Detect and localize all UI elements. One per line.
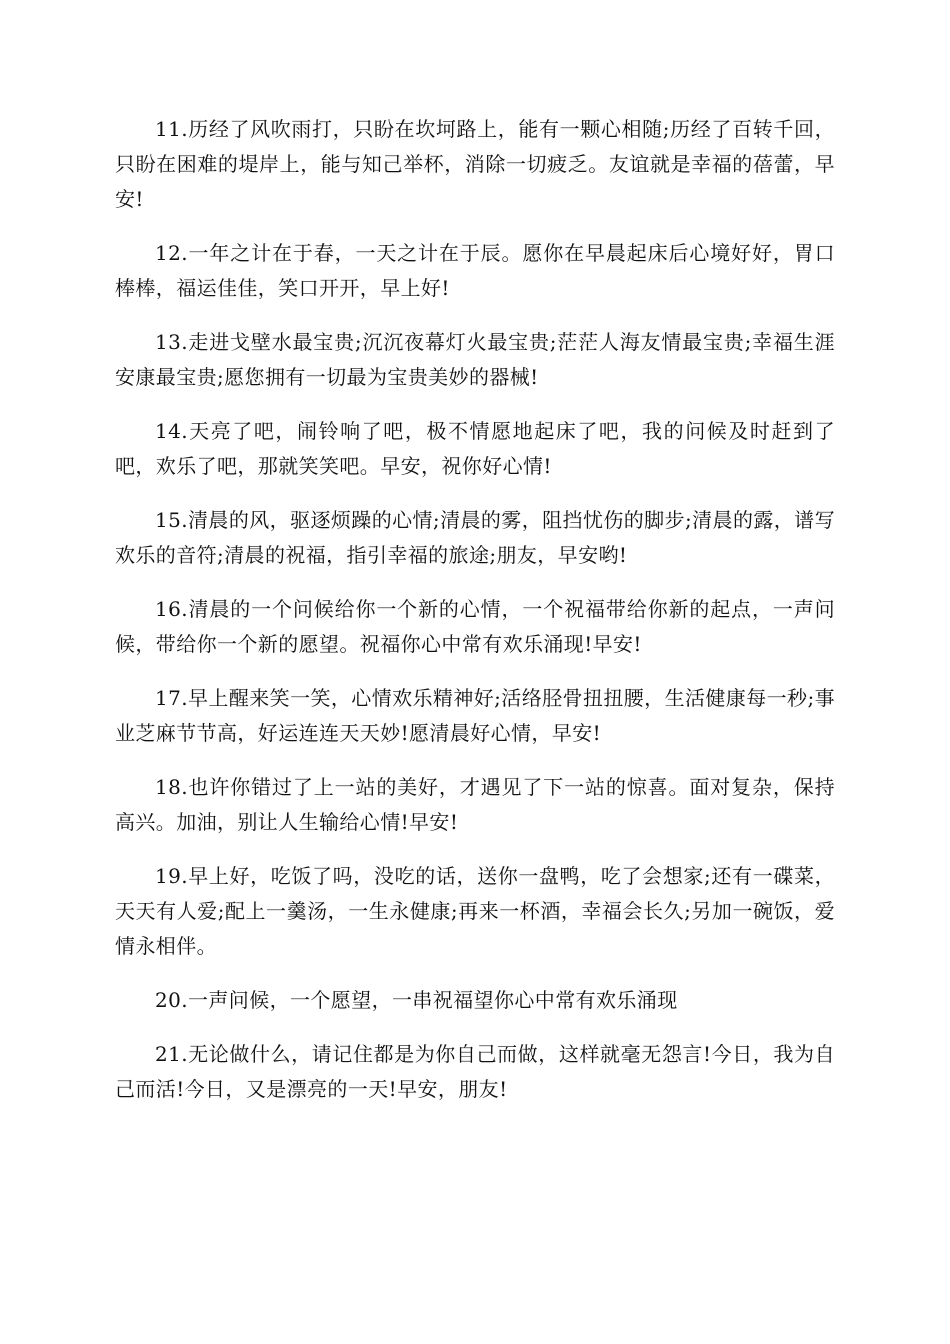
paragraph-14: 14.天亮了吧，闹铃响了吧，极不情愿地起床了吧，我的问候及时赶到了吧，欢乐了吧，那就笑笑吧。早安，祝你好心情! <box>115 419 835 478</box>
paragraph-18: 18.也许你错过了上一站的美好，才遇见了下一站的惊喜。面对复杂，保持高兴。加油，别让人生输给心情!早安! <box>115 775 835 834</box>
paragraph-11: 11.历经了风吹雨打，只盼在坎坷路上，能有一颗心相随;历经了百转千回，只盼在困难的堤岸上，能与知己举杯，消除一切疲乏。友谊就是幸福的蓓蕾，早安! <box>115 117 835 211</box>
document-page <box>115 112 835 1126</box>
paragraph-13: 13.走进戈壁水最宝贵;沉沉夜幕灯火最宝贵;茫茫人海友情最宝贵;幸福生涯安康最宝贵;愿您拥有一切最为宝贵美妙的器械! <box>115 330 835 389</box>
paragraph-12: 12.一年之计在于春，一天之计在于辰。愿你在早晨起床后心境好好，胃口棒棒，福运佳佳，笑口开开，早上好! <box>115 241 835 300</box>
paragraph-21: 21.无论做什么，请记住都是为你自己而做，这样就毫无怨言!今日，我为自己而活!今日，又是漂亮的一天!早安，朋友! <box>115 1042 835 1101</box>
paragraph-20: 20.一声问候，一个愿望，一串祝福望你心中常有欢乐涌现 <box>155 988 678 1012</box>
paragraph-15: 15.清晨的风，驱逐烦躁的心情;清晨的雾，阻挡忧伤的脚步;清晨的露，谱写欢乐的音符;清晨的祝福，指引幸福的旅途;朋友，早安哟! <box>115 508 835 567</box>
paragraph-16: 16.清晨的一个问候给你一个新的心情，一个祝福带给你新的起点，一声问候，带给你一个新的愿望。祝福你心中常有欢乐涌现!早安! <box>115 597 835 656</box>
paragraph-17: 17.早上醒来笑一笑，心情欢乐精神好;活络胫骨扭扭腰，生活健康每一秒;事业芝麻节节高，好运连连天天妙!愿清晨好心情，早安! <box>115 686 835 745</box>
paragraph-19: 19.早上好，吃饭了吗，没吃的话，送你一盘鸭，吃了会想家;还有一碟菜，天天有人爱;配上一羹汤，一生永健康;再来一杯酒，幸福会长久;另加一碗饭，爱情永相伴。 <box>115 864 835 958</box>
